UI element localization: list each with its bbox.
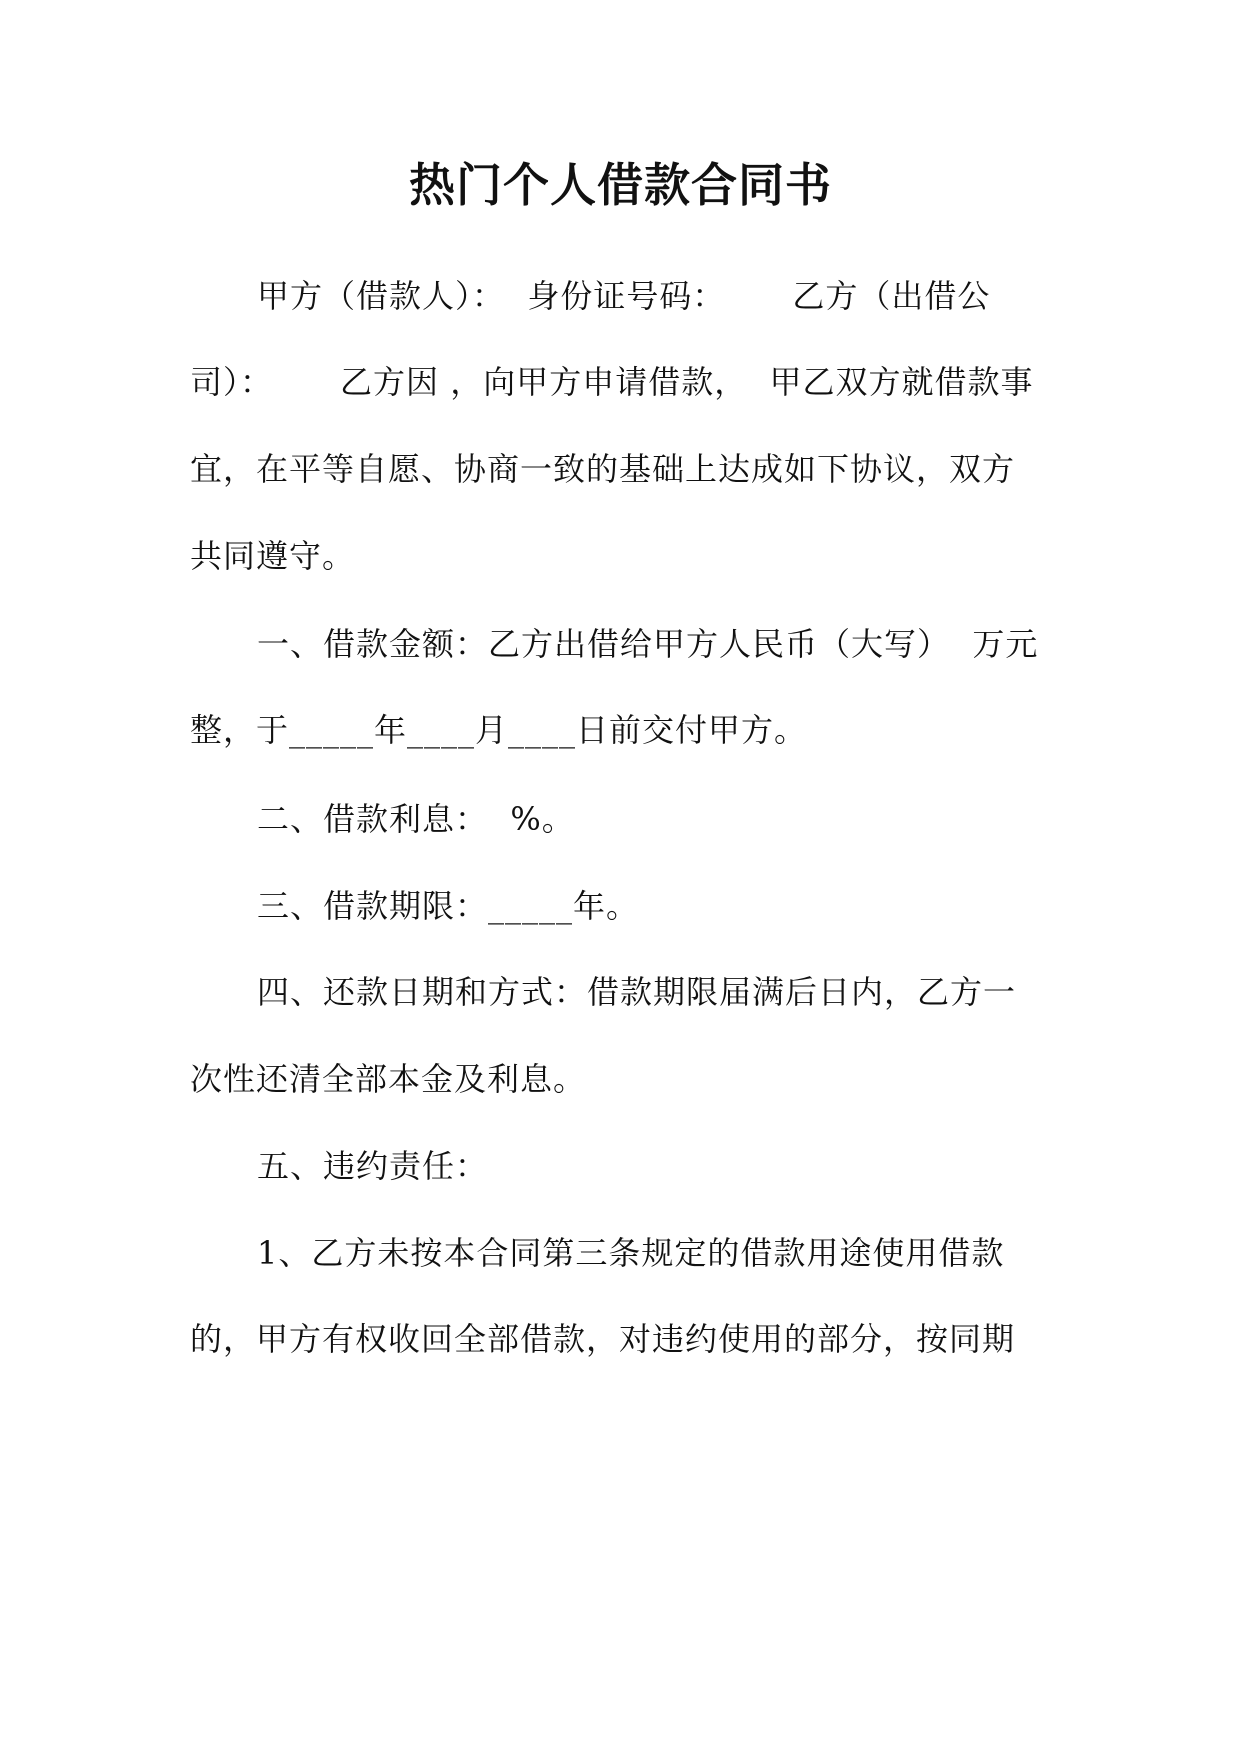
paragraph-line: 的，甲方有权收回全部借款，对违约使用的部分，按同期 xyxy=(190,1320,1016,1358)
paragraph-line: 1、乙方未按本合同第三条规定的借款用途使用借款 xyxy=(257,1234,1005,1272)
document-title: 热门个人借款合同书 xyxy=(409,158,832,212)
paragraph-line: 一、借款金额：乙方出借给甲方人民币（大写） 万元 xyxy=(257,625,1039,663)
paragraph-line: 共同遵守。 xyxy=(190,537,356,575)
paragraph-line: 宜，在平等自愿、协商一致的基础上达成如下协议，双方 xyxy=(190,450,1016,488)
paragraph-line: 甲方（借款人）： 身份证号码： 乙方（出借公 xyxy=(257,277,991,315)
paragraph-line: 司）： 乙方因 ，向甲方申请借款， 甲乙双方就借款事 xyxy=(190,363,1034,401)
paragraph-line: 次性还清全部本金及利息。 xyxy=(190,1060,587,1098)
paragraph-line: 四、还款日期和方式：借款期限届满后日内，乙方一 xyxy=(257,973,1017,1011)
paragraph-line: 二、借款利息： %。 xyxy=(257,800,575,838)
paragraph-line: 五、违约责任： xyxy=(257,1147,489,1185)
paragraph-line: 整，于_____年____月____日前交付甲方。 xyxy=(190,711,808,749)
paragraph-line: 三、借款期限：_____年。 xyxy=(257,887,640,925)
